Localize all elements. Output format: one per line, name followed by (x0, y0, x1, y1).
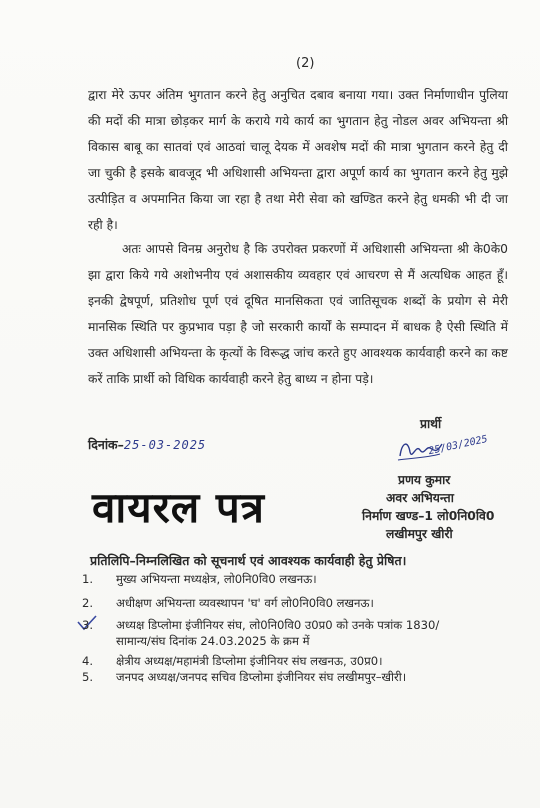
cc-item-text: मुख्य अभियन्ता मध्यक्षेत्र, लो0नि0वि0 लखनऊ। (116, 572, 317, 586)
cc-item-number: 1. (82, 572, 94, 586)
cc-item-number: 4. (82, 654, 94, 668)
cc-heading: प्रतिलिपि–निम्नलिखित को सूचनार्थ एवं आवश्यक कार्यवाही हेतु प्रेषित। (90, 553, 407, 568)
applicant-label: प्रार्थी (420, 417, 442, 431)
signer-department: निर्माण खण्ड–1 लो0नि0वि0 (362, 509, 495, 523)
cc-item-number: 5. (82, 670, 94, 684)
signer-place: लखीमपुर खीरी (386, 527, 453, 541)
signer-name: प्रणय कुमार (398, 473, 451, 487)
cc-item-number: 3. (82, 618, 94, 632)
cc-item-text: अध्यक्ष डिप्लोमा इंजीनियर संघ, लो0नि0वि0 उ0प्र0 को उनके पत्रांक 1830/ (116, 618, 440, 632)
cc-item-text: क्षेत्रीय अध्यक्ष/महामंत्री डिप्लोमा इंजीनियर संघ लखनऊ, उ0प्र0। (116, 654, 383, 668)
body-paragraph-2: अतः आपसे विनम्र अनुरोध है कि उपरोक्त प्रकरणों में अधिशासी अभियन्ता श्री के0के0 झा द्वारा किये गये अशोभनीय एवं अशासकीय व्यवहार एवं आचरण से मैं अत्यधिक आहत हूँ। इनकी द्वेषपूर्ण, प्रतिशोध पूर्ण एवं दूषित मानसिकता एवं जातिसूचक शब्दों के प्रयोग से मेरी मानसिक स्थिति पर कुप्रभाव पड़ा है जो सरकारी कार्यों के सम्पादन में बाधक है ऐसी स्थिति में उक्त अधिशासी अभियन्ता के कृत्यों के विरूद्ध जांच करते हुए आवश्यक कार्यवाही करने का कष्ट करें ताकि प्रार्थी को विधिक कार्यवाही करने हेतु बाध्य न होना पड़े। (88, 242, 508, 386)
signer-designation: अवर अभियन्ता (386, 491, 454, 505)
viral-letter-overlay: वायरल पत्र (92, 483, 265, 532)
date-label: दिनांक– (88, 437, 124, 452)
signature-date: 25/03/2025 (427, 433, 489, 458)
cc-item-text: सामान्य/संघ दिनांक 24.03.2025 के क्रम में (116, 634, 310, 648)
cc-item-text: जनपद अध्यक्ष/जनपद सचिव डिप्लोमा इंजीनियर संघ लखीमपुर–खीरी। (116, 670, 407, 684)
cc-item-text: अधीक्षण अभियन्ता व्यवस्थापन 'घ' वर्ग लो0नि0वि0 लखनऊ। (116, 596, 374, 610)
page-number: (2) (296, 56, 315, 71)
date-row (88, 436, 206, 453)
body-paragraph-1: द्वारा मेरे ऊपर अंतिम भुगतान करने हेतु अनुचित दबाव बनाया गया। उक्त निर्माणाधीन पुलिया की मदों की मात्रा छोड़कर मार्ग के कराये गये कार्य का भुगतान हेतु नोडल अवर अभियन्ता श्री विकास बाबू का सातवां एवं आठवां चालू देयक में अवशेष मदों की मात्रा भुगतान करने हेतु दी जा चुकी है इसके बावजूद भी अधिशासी अभियन्ता द्वारा अपूर्ण कार्य का भुगतान करने हेतु मुझे उत्पीड़ित व अपमानित किया जा रहा है तथा मेरी सेवा को खण्डित करने हेतु धमकी भी दी जा रही है। (88, 88, 508, 232)
date-value: 25-03-2025 (123, 438, 207, 452)
cc-item-number: 2. (82, 596, 94, 610)
